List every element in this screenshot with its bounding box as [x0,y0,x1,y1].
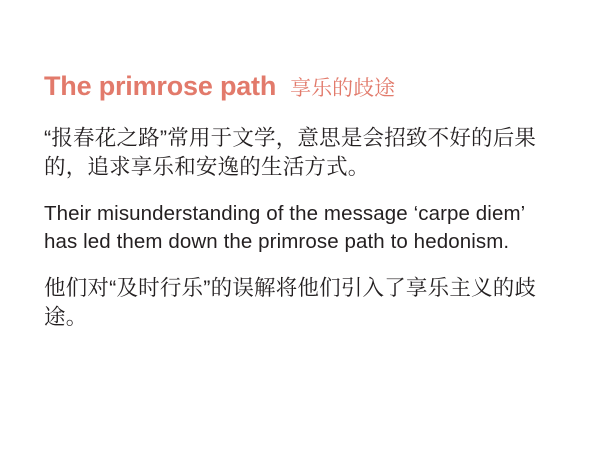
slide-title [44,72,556,102]
title-english: The primrose path [44,71,277,101]
title-chinese: 享乐的歧途 [290,77,396,100]
definition-paragraph-chinese: “报春花之路”常用于文学，意思是会招致不好的后果的，追求享乐和安逸的生活方式。 [44,125,537,179]
example-paragraph-english: Their misunderstanding of the message ‘carpe diem’ has led them down the primrose path to hedonism. [44,202,525,254]
example-paragraph-chinese: 他们对“及时行乐”的误解将他们引入了享乐主义的歧途。 [44,275,537,330]
